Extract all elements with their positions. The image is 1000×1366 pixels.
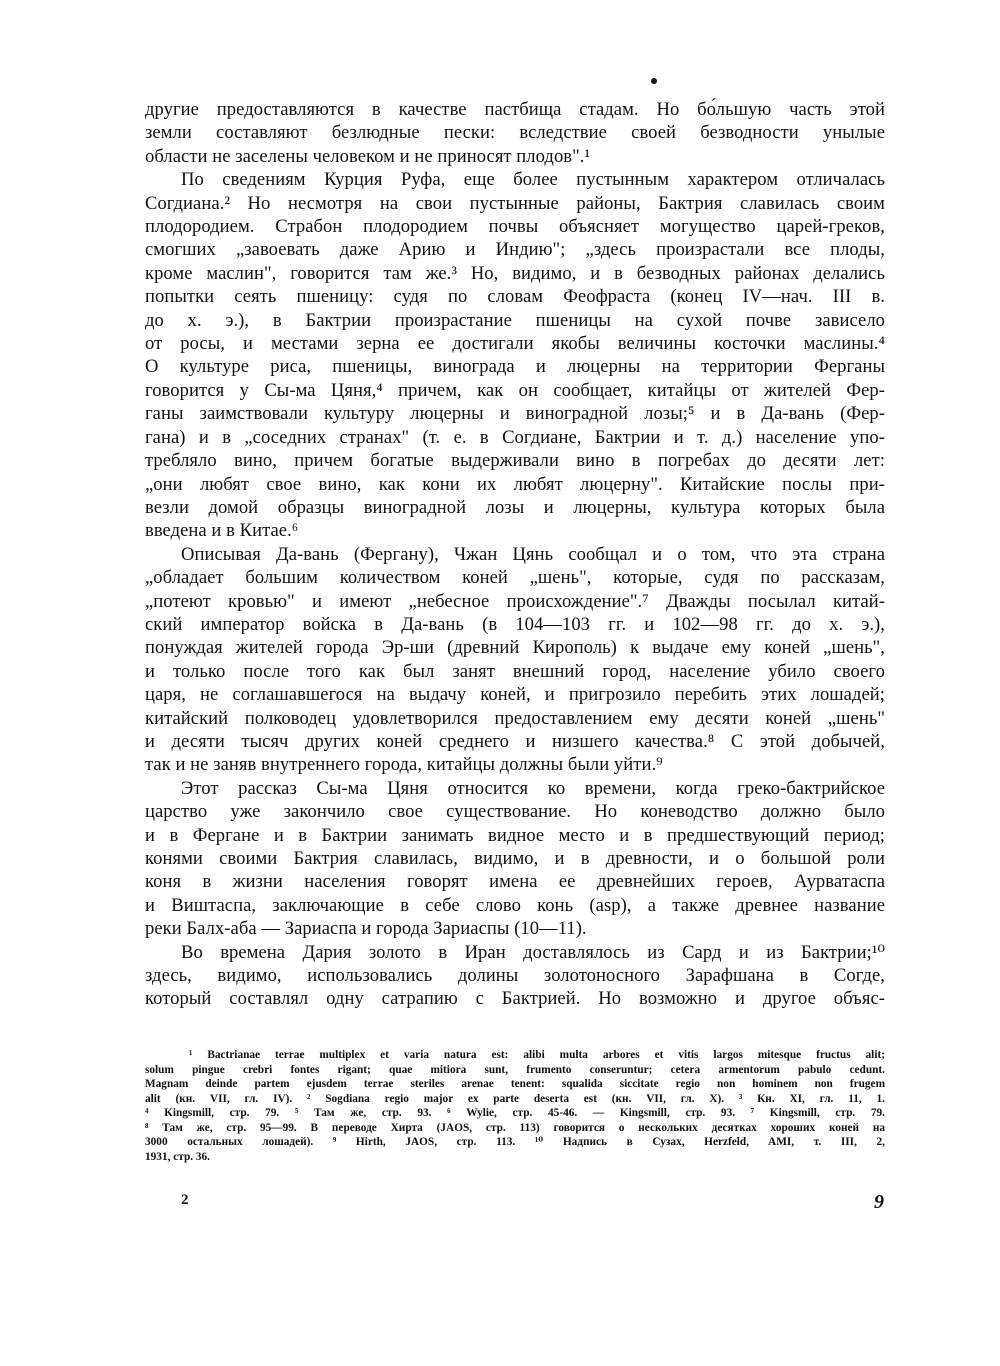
text-line: от росы, и местами зерна ее достигали якобы величины косточки маслины.⁴: [145, 333, 885, 355]
text-line: коня в жизни населения говорят имена ее древнейших героев, Аурватаспа: [145, 871, 885, 893]
footnote-line: 1931, стр. 36.: [145, 1150, 210, 1163]
footnote-line: ⁸ Там же, стр. 95—99. В переводе Хирта (JAOS, стр. 113) говорится о нескольких десятках хороших коней на: [145, 1121, 885, 1134]
text-line: другие предоставляются в качестве пастбища стадам. Но бо́льшую часть этой: [145, 99, 885, 120]
text-line: попытки сеять пшеницу: судя по словам Феофраста (конец IV—нач. III в.: [145, 286, 885, 308]
page-number: 9: [874, 1191, 884, 1213]
footnotes: [145, 1048, 885, 1164]
text-line: до х. э.), в Бактрии произрастание пшеницы на сухой почве зависело: [145, 309, 885, 331]
paragraph-start-line: Этот рассказ Сы-ма Цяня относится ко времени, когда греко-бактрийское: [181, 777, 885, 799]
footnote-line: solum pingue crebri fontes rigant; quae mitiora sunt, frumento conseruntur; cetera armentorum pabulo cedunt.: [145, 1063, 885, 1076]
text-line: царя, не соглашавшегося на выдачу коней, и пригрозило перебить этих лошадей;: [145, 684, 885, 706]
text-line: Согдиана.² Но несмотря на свои пустынные районы, Бактрия славилась своим: [145, 192, 885, 214]
ink-dot: [651, 78, 657, 84]
text-line: плодородием. Страбон плодородием почвы объясняет могущество царей-греков,: [145, 216, 885, 238]
paragraph-start-line: Во времена Дария золото в Иран доставлялось из Сард и из Бактрии;¹⁰: [181, 941, 885, 963]
text-line: который составлял одну сатрапию с Бактрией. Но возможно и другое объяс-: [145, 988, 885, 1010]
text-line: здесь, видимо, использовались долины золотоносного Зарафшана в Согде,: [145, 965, 885, 987]
text-line: гана) и в „соседних странах" (т. е. в Согдиане, Бактрии и т. д.) население упо-: [145, 426, 885, 448]
text-line: „они любят свое вино, как кони их любят люцерну". Китайские послы при-: [145, 473, 885, 495]
text-line: и Виштаспа, заключающие в себе слово конь (asp), а также древнее название: [145, 894, 885, 916]
main-text: [145, 98, 885, 1011]
footnote-line: Magnam deinde partem ejusdem terrae steriles arenae tenent: squalida siccitate regio non hominem non frugem: [145, 1078, 885, 1090]
text-line: конями своими Бактрия славилась, видимо, и в древности, и о большой роли: [145, 848, 885, 869]
text-line: и десяти тысяч других коней среднего и низшего качества.⁸ С этой добычей,: [145, 730, 885, 752]
text-line: так и не заняв внутреннего города, китайцы должны были уйти.⁹: [145, 754, 663, 776]
text-line: „потеют кровью" и имеют „небесное происхождение".⁷ Дважды посылал китай-: [145, 590, 885, 612]
text-line: „обладает большим количеством коней „шень", которые, судя по рассказам,: [145, 567, 885, 589]
text-line: реки Балх-аба — Зариаспа и города Зариаспы (10—11).: [145, 918, 587, 940]
text-line: земли составляют безлюдные пески: вследствие своей безводности унылые: [145, 122, 885, 144]
text-line: китайский полководец удовлетворился предоставлением ему десяти коней „шень": [145, 707, 885, 729]
text-line: понуждая жителей города Эр-ши (древний Кирополь) к выдаче ему коней „шень",: [145, 637, 885, 659]
text-line: везли домой образцы виноградной лозы и люцерны, культура которых была: [145, 496, 885, 518]
footnote-line: ¹ Bactrianae terrae multiplex et varia natura est: alibi multa arbores et vitis largos mitesque fructus alit;: [189, 1049, 885, 1061]
text-line: введена и в Китае.⁶: [145, 520, 299, 542]
footnote-line: alit (кн. VII, гл. IV). ² Sogdiana regio major ex parte deserta est (кн. VII, гл. X). ³ Кн. XI, гл. 11, 1.: [145, 1092, 885, 1105]
text-line: ский император войска в Да-вань (в 104—103 гг. и 102—98 гг. до х. э.),: [145, 613, 885, 635]
paragraph-start-line: По сведениям Курция Руфа, еще более пустынным характером отличалась: [181, 169, 885, 191]
text-line: кроме маслин", говорится там же.³ Но, видимо, и в безводных районах делались: [145, 262, 885, 284]
text-line: и только после того как был занят внешний город, население убило своего: [145, 660, 885, 682]
footnote-line: 3000 остальных лошадей). ⁹ Hirth, JAOS, стр. 113. ¹⁰ Надпись в Сузах, Herzfeld, AMI, т. III, 2,: [145, 1136, 885, 1148]
text-line: ганы заимствовали культуру люцерны и виноградной лозы;⁵ и в Да-вань (Фер-: [145, 403, 885, 425]
paragraph-start-line: Описывая Да-вань (Фергану), Чжан Цянь сообщал и о том, что эта страна: [181, 543, 885, 565]
text-line: смогших „завоевать даже Арию и Индию"; „здесь произрастали все плоды,: [145, 239, 885, 261]
printer-signature-mark: 2: [181, 1192, 189, 1208]
text-line: говорится у Сы-ма Цяня,⁴ причем, как он сообщает, китайцы от жителей Фер-: [145, 379, 885, 401]
text-line: требляло вино, причем богатые выдерживали вино в погребах до десяти лет:: [145, 450, 885, 472]
text-line: О культуре риса, пшеницы, винограда и люцерны на территории Ферганы: [145, 356, 885, 378]
text-line: области не заселены человеком и не приносят плодов".¹: [145, 145, 591, 167]
footnote-line: ⁴ Kingsmill, стр. 79. ⁵ Там же, стр. 93. ⁶ Wylie, стр. 45-46. — Kingsmill, стр. 93. ⁷ Kingsmill, стр. 79.: [145, 1107, 885, 1119]
text-line: царство уже закончило свое существование. Но коневодство должно было: [145, 801, 885, 823]
text-line: и в Фергане и в Бактрии занимать видное место и в предшествующий период;: [145, 824, 885, 846]
